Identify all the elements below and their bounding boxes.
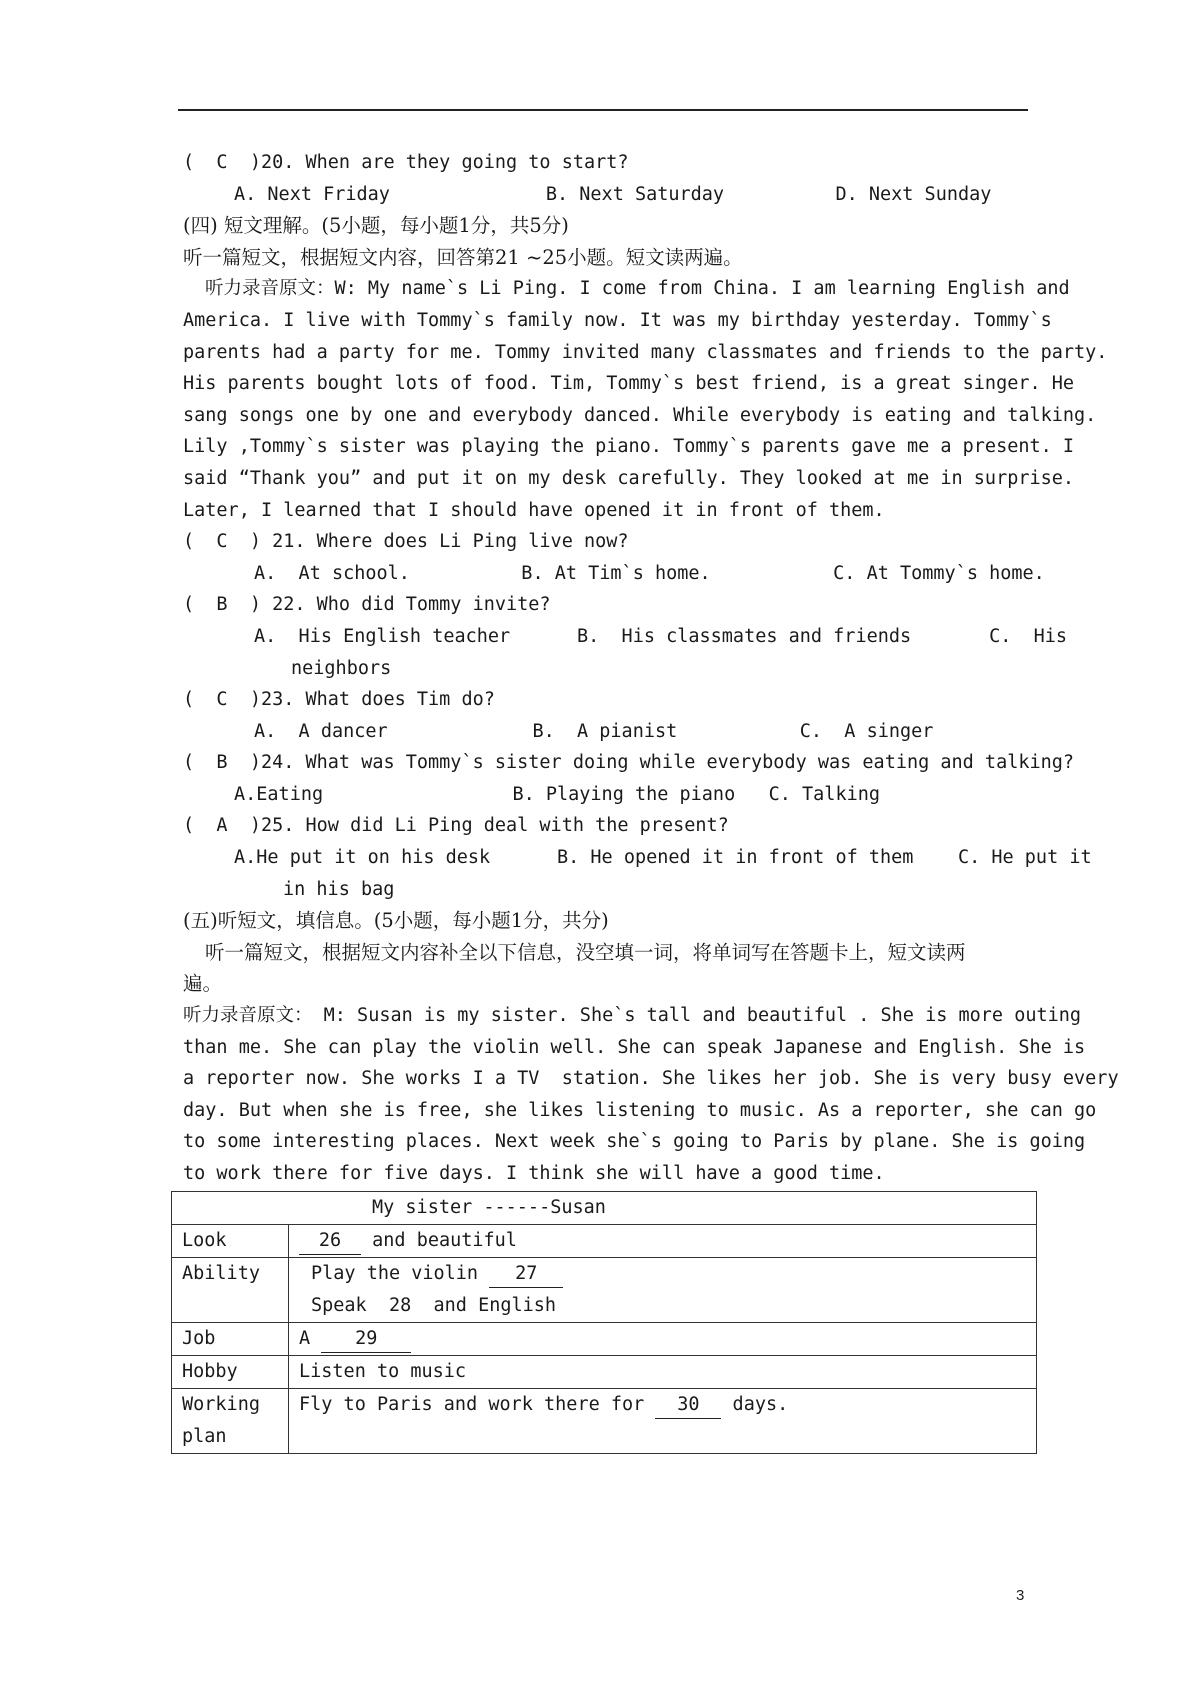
transcript-line: parents had a party for me. Tommy invited many classmates and friends to the party. xyxy=(183,341,1108,363)
info-table xyxy=(171,1191,1037,1454)
transcript-line: 听力录音原文：W: My name`s Li Ping. I come from China. I am learning English and xyxy=(205,278,1070,300)
question-25-options-continued: in his bag xyxy=(283,878,395,900)
transcript-line: to some interesting places. Next week she`s going to Paris by plane. She is going xyxy=(183,1131,1086,1153)
ability-line1-text: Play the violin xyxy=(311,1263,490,1284)
ability-line2-rest: and English xyxy=(411,1295,557,1316)
page-number: 3 xyxy=(1016,1587,1025,1604)
blank-30: 30 xyxy=(655,1392,721,1419)
ability-cell xyxy=(289,1258,1037,1323)
question-23: ( C )23. What does Tim do? xyxy=(183,689,495,711)
blank-27: 27 xyxy=(489,1261,563,1288)
look-rest: and beautiful xyxy=(361,1230,517,1251)
transcript-line: to work there for five days. I think she will have a good time. xyxy=(183,1163,885,1184)
question-23-options: A. A dancer B. A pianist C. A singer xyxy=(254,720,934,742)
table-row-hobby xyxy=(172,1356,1037,1389)
question-25: ( A )25. How did Li Ping deal with the present? xyxy=(183,815,729,837)
hobby-value: Listen to music xyxy=(289,1356,1037,1389)
section-4-instruction: 听一篇短文，根据短文内容，回答第21 ~25小题。短文读两遍。 xyxy=(183,245,743,269)
transcript-line: than me. She can play the violin well. She can speak Japanese and English. She is xyxy=(183,1036,1086,1058)
ability-line2-text: Speak xyxy=(311,1295,389,1316)
plan-cell xyxy=(289,1389,1037,1454)
look-label: Look xyxy=(172,1225,289,1258)
section-5-instruction: 听一篇短文，根据短文内容补全以下信息，没空填一词，将单词写在答题卡上，短文读两 xyxy=(205,940,966,964)
section-5-transcript xyxy=(183,1000,1119,1190)
ability-label: Ability xyxy=(172,1258,289,1323)
table-row-ability xyxy=(172,1258,1037,1323)
hobby-label: Hobby xyxy=(172,1356,289,1389)
section-4-transcript xyxy=(183,273,1108,526)
job-cell xyxy=(289,1323,1037,1356)
plan-label xyxy=(172,1389,289,1454)
transcript-line: said “Thank you” and put it on my desk carefully. They looked at me in surprise. xyxy=(183,467,1075,489)
transcript-line: a reporter now. She works I a TV station. She likes her job. She is very busy every xyxy=(183,1068,1119,1090)
look-cell xyxy=(289,1225,1037,1258)
table-header: My sister ------Susan xyxy=(172,1192,1037,1225)
table-header-row xyxy=(172,1192,1037,1225)
table-row-plan xyxy=(172,1389,1037,1454)
question-21: ( C ) 21. Where does Li Ping live now? xyxy=(183,531,629,553)
exam-content xyxy=(183,147,1119,1190)
question-21-options: A. At school. B. At Tim`s home. C. At Tommy`s home. xyxy=(254,562,1045,584)
table-row-look xyxy=(172,1225,1037,1258)
transcript-line: Later, I learned that I should have opened it in front of them. xyxy=(183,499,885,521)
question-20: ( C )20. When are they going to start? xyxy=(183,152,629,173)
transcript-line: Lily ,Tommy`s sister was playing the piano. Tommy`s parents gave me a present. I xyxy=(183,436,1075,458)
transcript-line: 听力录音原文： M: Susan is my sister. She`s tall and beautiful . She is more outing xyxy=(183,1005,1082,1027)
transcript-line: America. I live with Tommy`s family now. It was my birthday yesterday. Tommy`s xyxy=(183,309,1052,331)
transcript-line: sang songs one by one and everybody danced. While everybody is eating and talking. xyxy=(183,404,1097,426)
question-24: ( B )24. What was Tommy`s sister doing while everybody was eating and talking? xyxy=(183,752,1075,774)
section-5-instruction-continued: 遍。 xyxy=(183,972,223,996)
blank-26: 26 xyxy=(299,1228,361,1255)
plan-text: Fly to Paris and work there for xyxy=(299,1394,656,1415)
blank-29: 29 xyxy=(321,1326,411,1353)
transcript-line: His parents bought lots of food. Tim, Tommy`s best friend, is a great singer. He xyxy=(183,373,1075,395)
blank-28: 28 xyxy=(388,1295,412,1316)
job-text: A xyxy=(299,1328,322,1349)
plan-label-line2: plan xyxy=(182,1426,227,1447)
header-rule xyxy=(178,109,1028,111)
question-20-options: A. Next Friday B. Next Saturday D. Next Sunday xyxy=(234,183,992,205)
plan-label-line1: Working xyxy=(182,1394,260,1415)
question-24-options: A.Eating B. Playing the piano C. Talking xyxy=(234,783,881,805)
plan-rest: days. xyxy=(721,1394,789,1415)
question-22-options-continued: neighbors xyxy=(291,657,392,679)
job-label: Job xyxy=(172,1323,289,1356)
question-25-options: A.He put it on his desk B. He opened it in front of them C. He put it xyxy=(234,847,1092,869)
question-22-options: A. His English teacher B. His classmates and friends C. His xyxy=(254,625,1068,647)
transcript-line: day. But when she is free, she likes listening to music. As a reporter, she can go xyxy=(183,1099,1097,1121)
section-5-title: (五)听短文，填信息。(5小题，每小题1分，共分) xyxy=(183,909,609,933)
question-22: ( B ) 22. Who did Tommy invite? xyxy=(183,594,551,616)
section-4-title: (四) 短文理解。(5小题，每小题1分，共5分) xyxy=(183,214,569,238)
table-row-job xyxy=(172,1323,1037,1356)
